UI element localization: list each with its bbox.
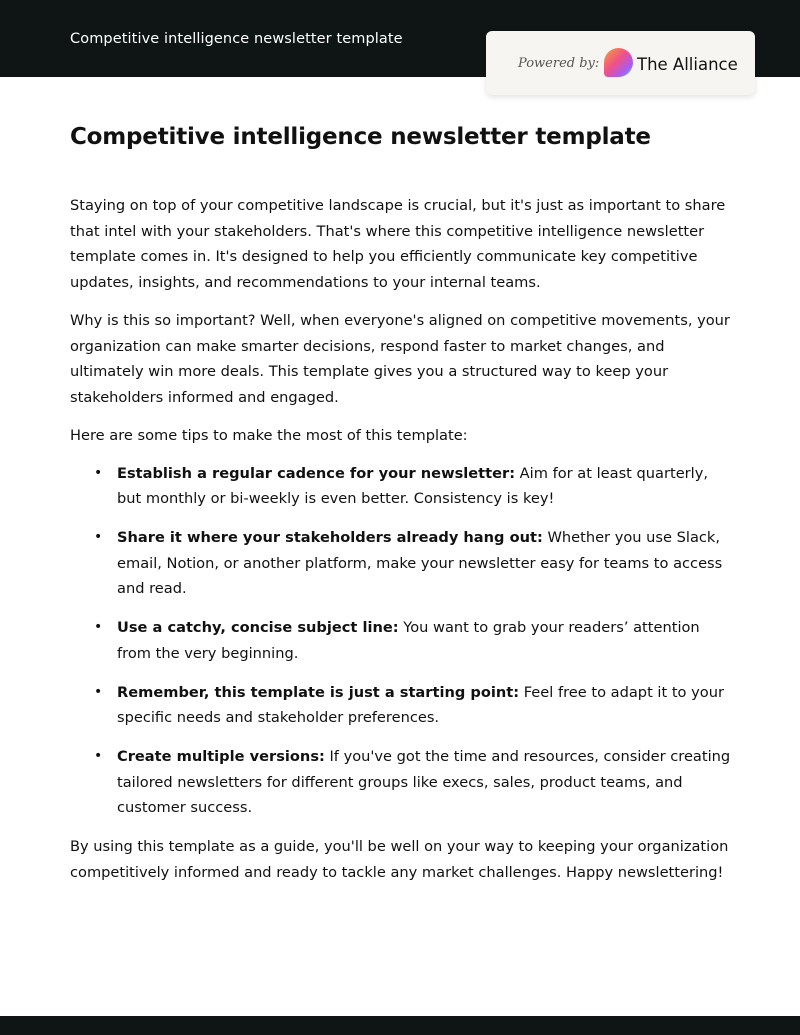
list-item	[70, 461, 735, 512]
list-item	[70, 615, 735, 666]
page-title: Competitive intelligence newsletter template	[70, 124, 651, 150]
tip-title: Share it where your stakeholders already hang out:	[117, 529, 543, 546]
tip-title: Establish a regular cadence for your newsletter:	[117, 464, 516, 482]
bullet-icon: •	[94, 529, 103, 545]
tip-title: Create multiple versions:	[117, 748, 325, 765]
bullet-icon: •	[94, 619, 103, 635]
list-item	[70, 680, 735, 731]
document-body	[70, 120, 735, 885]
tip-text: Whether you use Slack, email, Notion, or another platform, make your newsletter easy for teams to access and read.	[117, 529, 723, 597]
bullet-icon: •	[94, 464, 103, 481]
powered-by-label: Powered by:	[518, 56, 600, 71]
tip-title: Remember, this template is just a starting point:	[117, 683, 520, 701]
intro-paragraph: Staying on top of your competitive landscape is crucial, but it's just as important to share that intel with your stakeholders. That's where this competitive intelligence newsletter template comes in. It's designed to help you efficiently communicate key competitive updates, insights, and recommendations to your internal teams.	[70, 197, 726, 291]
tip-title: Use a catchy, concise subject line:	[117, 619, 399, 636]
tip-text: Aim for at least quarterly, but monthly or bi-weekly is even better. Consistency is key!	[117, 464, 709, 507]
tips-intro-paragraph: Here are some tips to make the most of this template:	[70, 427, 468, 444]
header-title: Competitive intelligence newsletter template	[70, 31, 403, 47]
footer-bar	[0, 1016, 800, 1035]
list-item	[70, 744, 735, 821]
brand-name: The Alliance	[637, 55, 738, 74]
tip-text: If you've got the time and resources, consider creating tailored newsletters for different groups like execs, sales, product teams, and customer success.	[117, 748, 731, 816]
bullet-icon: •	[94, 683, 103, 700]
tip-text: Feel free to adapt it to your specific needs and stakeholder preferences.	[117, 683, 724, 726]
closing-paragraph: By using this template as a guide, you'll be well on your way to keeping your organization competitively informed and ready to tackle any market challenges. Happy newslettering!	[70, 838, 729, 881]
powered-by-badge[interactable]	[486, 31, 755, 95]
tip-text: You want to grab your readers’ attention from the very beginning.	[117, 619, 700, 662]
alliance-logo-icon	[604, 48, 633, 77]
importance-paragraph: Why is this so important? Well, when everyone's aligned on competitive movements, your organization can make smarter decisions, respond faster to market changes, and ultimately win more deals. This template gives you a structured way to keep your stakeholders informed and engaged.	[70, 312, 730, 406]
list-item	[70, 525, 735, 602]
bullet-icon: •	[94, 748, 103, 764]
tips-list	[70, 461, 735, 821]
